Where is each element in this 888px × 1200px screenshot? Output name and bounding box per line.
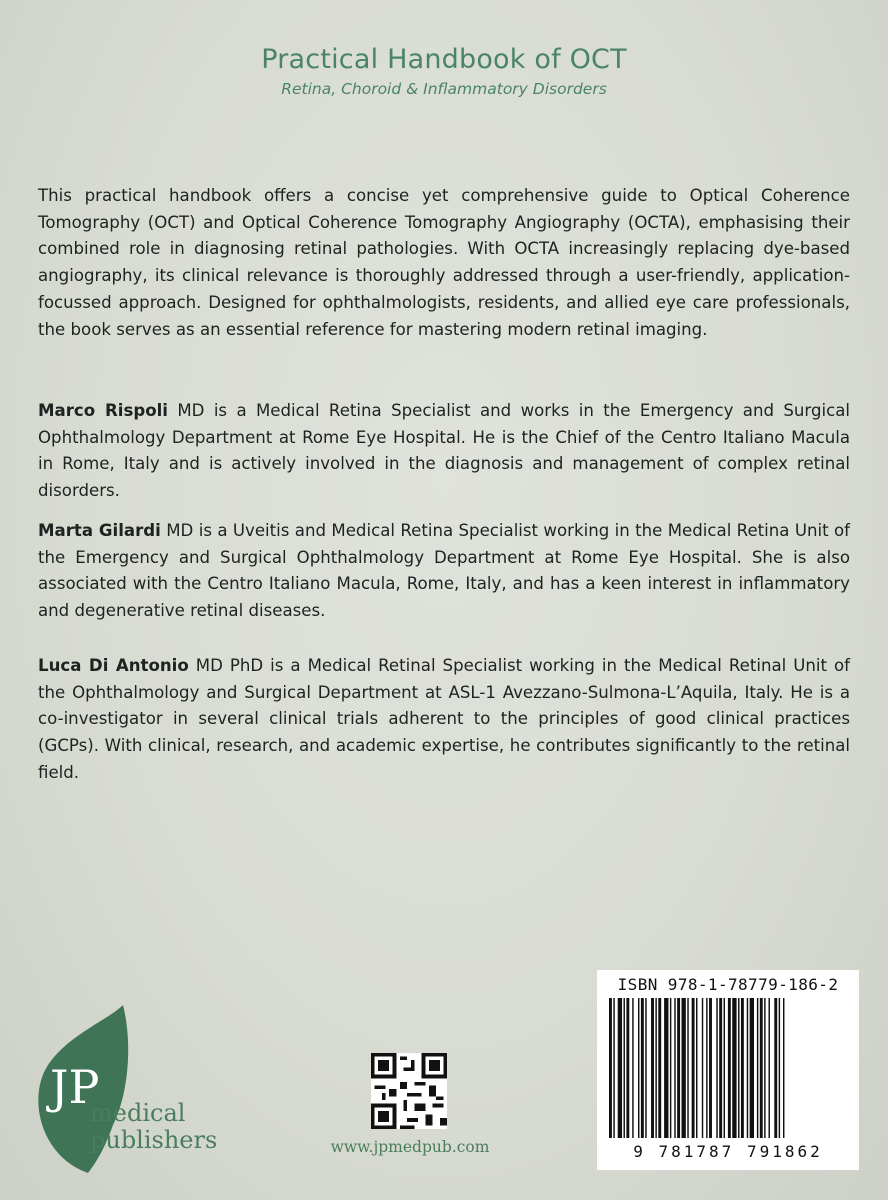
barcode-bar: [641, 998, 644, 1138]
barcode-bar: [732, 998, 736, 1138]
author-name: Luca Di Antonio: [38, 656, 189, 675]
barcode-bar: [655, 998, 656, 1138]
barcode-bar: [709, 998, 712, 1138]
logo-letters: JP: [50, 1060, 100, 1114]
barcode-bar: [645, 998, 646, 1138]
barcode-bar: [783, 998, 784, 1138]
author-bio: [38, 653, 850, 787]
barcode-bar: [638, 998, 639, 1138]
author-bio-text: MD is a Medical Retina Specialist and works in the Emergency and Surgical Ophthalmology Department at Rome Eye Hospital. He is the Chief of the Centro Italiano Macula in Rome, Italy and is actively involved in the diagnosis and management of complex retinal disorders.: [38, 401, 850, 501]
barcode-bar: [626, 998, 629, 1138]
barcode-bar: [724, 998, 725, 1138]
barcode-bar: [728, 998, 731, 1138]
barcode-bar: [613, 998, 614, 1138]
barcode-bar: [674, 998, 675, 1138]
barcode-bar: [632, 998, 633, 1138]
barcode-bar: [624, 998, 625, 1138]
barcode-bar: [719, 998, 722, 1138]
isbn-barcode-box: [597, 970, 859, 1170]
barcode-bar: [618, 998, 622, 1138]
barcode-bar: [706, 998, 707, 1138]
barcode-bar: [651, 998, 654, 1138]
barcode-bar: [670, 998, 671, 1138]
barcode-bar: [747, 998, 748, 1138]
publisher-name-line1: medical: [90, 1099, 186, 1127]
barcode-bar: [757, 998, 758, 1138]
book-subtitle: Retina, Choroid & Inflammatory Disorders: [281, 80, 607, 98]
barcode-bar: [738, 998, 739, 1138]
isbn-digits: 9 781787 791862: [633, 1142, 823, 1161]
barcode-bar: [692, 998, 695, 1138]
barcode-bar: [664, 998, 668, 1138]
barcode-bar: [702, 998, 703, 1138]
publisher-name-line2: publishers: [90, 1126, 218, 1154]
barcode-bar: [774, 998, 777, 1138]
qr-code: [371, 1053, 447, 1129]
publisher-url: www.jpmedpub.com: [330, 1138, 490, 1156]
barcode-bar: [779, 998, 780, 1138]
author-bio: [38, 398, 850, 505]
barcode-bar: [764, 998, 765, 1138]
author-bio-text: MD is a Uveitis and Medical Retina Specialist working in the Medical Retina Unit of the Emergency and Surgical Ophthalmology Department at Rome Eye Hospital. She is also associated with the Centro Italiano Macula, Rome, Italy, and has a keen interest in inflammatory and degenerative retinal diseases.: [38, 521, 851, 621]
book-title: Practical Handbook of OCT: [261, 44, 627, 75]
barcode-bar: [677, 998, 680, 1138]
book-blurb: This practical handbook offers a concise yet comprehensive guide to Optical Coherence Tomography (OCT) and Optical Coherence Tomography Angiography (OCTA), emphasising their combined role in diagnosing retinal pathologies. With OCTA increasingly replacing dye-based angiography, its clinical relevance is thoroughly addressed through a user-friendly, application-focussed approach. Designed for ophthalmologists, residents, and allied eye care professionals, the book serves as an essential reference for mastering modern retinal imaging.: [38, 186, 850, 339]
barcode-bar: [609, 998, 612, 1138]
author-bio-text: MD PhD is a Medical Retinal Specialist working in the Medical Retinal Unit of the Ophthalmology and Surgical Department at ASL-1 Avezzano-Sulmona-L’Aquila, Italy. He is a co-investigator in several clinical trials adherent to the principles of good clinical practices (GCPs). With clinical, research, and academic expertise, he contributes significantly to the retinal field.: [38, 656, 851, 782]
barcode-bar: [696, 998, 697, 1138]
barcode-bar: [682, 998, 686, 1138]
barcode-bar: [658, 998, 661, 1138]
author-name: Marta Gilardi: [38, 521, 161, 540]
barcode-bar: [741, 998, 744, 1138]
barcode-bar: [769, 998, 770, 1138]
author-name: Marco Rispoli: [38, 401, 168, 420]
isbn-label: ISBN 978-1-78779-186-2: [617, 975, 839, 994]
barcode-icon: [607, 998, 849, 1138]
barcode-bar: [716, 998, 717, 1138]
author-bio: [38, 518, 850, 625]
barcode-bar: [760, 998, 763, 1138]
barcode-bar: [687, 998, 688, 1138]
barcode-bar: [750, 998, 754, 1138]
